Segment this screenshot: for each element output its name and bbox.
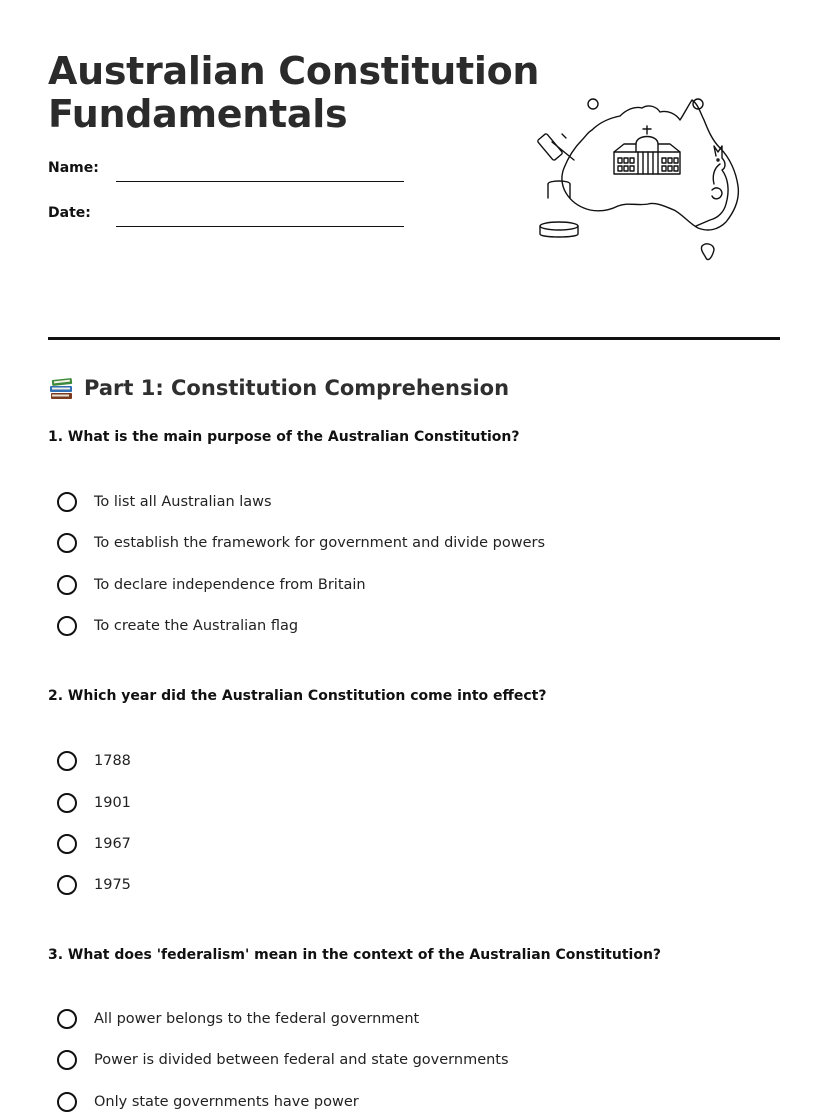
radio-button[interactable]: [57, 751, 77, 771]
q2-option-4[interactable]: [57, 875, 131, 895]
radio-button[interactable]: [57, 834, 77, 854]
title-line-2: Fundamentals: [48, 92, 348, 136]
date-field[interactable]: [116, 226, 404, 227]
radio-button[interactable]: [57, 533, 77, 553]
option-label: 1901: [94, 795, 131, 811]
name-field[interactable]: [116, 181, 404, 182]
question-3: 3. What does 'federalism' mean in the context of the Australian Constitution?: [48, 947, 662, 963]
q1-option-3[interactable]: [57, 575, 366, 595]
option-label: To list all Australian laws: [94, 494, 272, 510]
option-label: 1967: [94, 836, 131, 852]
radio-button[interactable]: [57, 1092, 77, 1112]
part1-heading-text: Part 1: Constitution Comprehension: [84, 375, 510, 400]
option-label: To declare independence from Britain: [94, 577, 366, 593]
radio-button[interactable]: [57, 616, 77, 636]
books-icon: [48, 374, 75, 401]
q3-option-2[interactable]: [57, 1050, 509, 1070]
option-label: 1788: [94, 753, 131, 769]
worksheet-title: [48, 50, 539, 136]
q1-option-2[interactable]: [57, 533, 545, 553]
radio-button[interactable]: [57, 492, 77, 512]
q1-option-4[interactable]: [57, 616, 298, 636]
radio-button[interactable]: [57, 793, 77, 813]
option-label: To establish the framework for government and divide powers: [94, 535, 546, 551]
option-label: 1975: [94, 877, 131, 893]
q1-option-1[interactable]: [57, 492, 272, 512]
name-label: Name:: [48, 160, 99, 176]
q2-option-2[interactable]: [57, 793, 131, 813]
title-line-1: Australian Constitution: [48, 49, 540, 93]
date-label: Date:: [48, 205, 91, 221]
option-label: Only state governments have power: [94, 1094, 359, 1110]
option-label: To create the Australian flag: [94, 618, 299, 634]
option-label: All power belongs to the federal government: [94, 1011, 420, 1027]
radio-button[interactable]: [57, 875, 77, 895]
q3-option-1[interactable]: [57, 1009, 419, 1029]
question-2: 2. Which year did the Australian Constitution come into effect?: [48, 688, 547, 704]
option-label: Power is divided between federal and state governments: [94, 1052, 509, 1068]
q3-option-3[interactable]: [57, 1092, 359, 1112]
section-divider: [48, 337, 780, 340]
radio-button[interactable]: [57, 1050, 77, 1070]
question-1: 1. What is the main purpose of the Australian Constitution?: [48, 429, 520, 445]
part1-heading: [48, 374, 509, 401]
q2-option-3[interactable]: [57, 834, 131, 854]
q2-option-1[interactable]: [57, 751, 131, 771]
australia-map-illustration-icon: [530, 92, 750, 268]
radio-button[interactable]: [57, 1009, 77, 1029]
radio-button[interactable]: [57, 575, 77, 595]
